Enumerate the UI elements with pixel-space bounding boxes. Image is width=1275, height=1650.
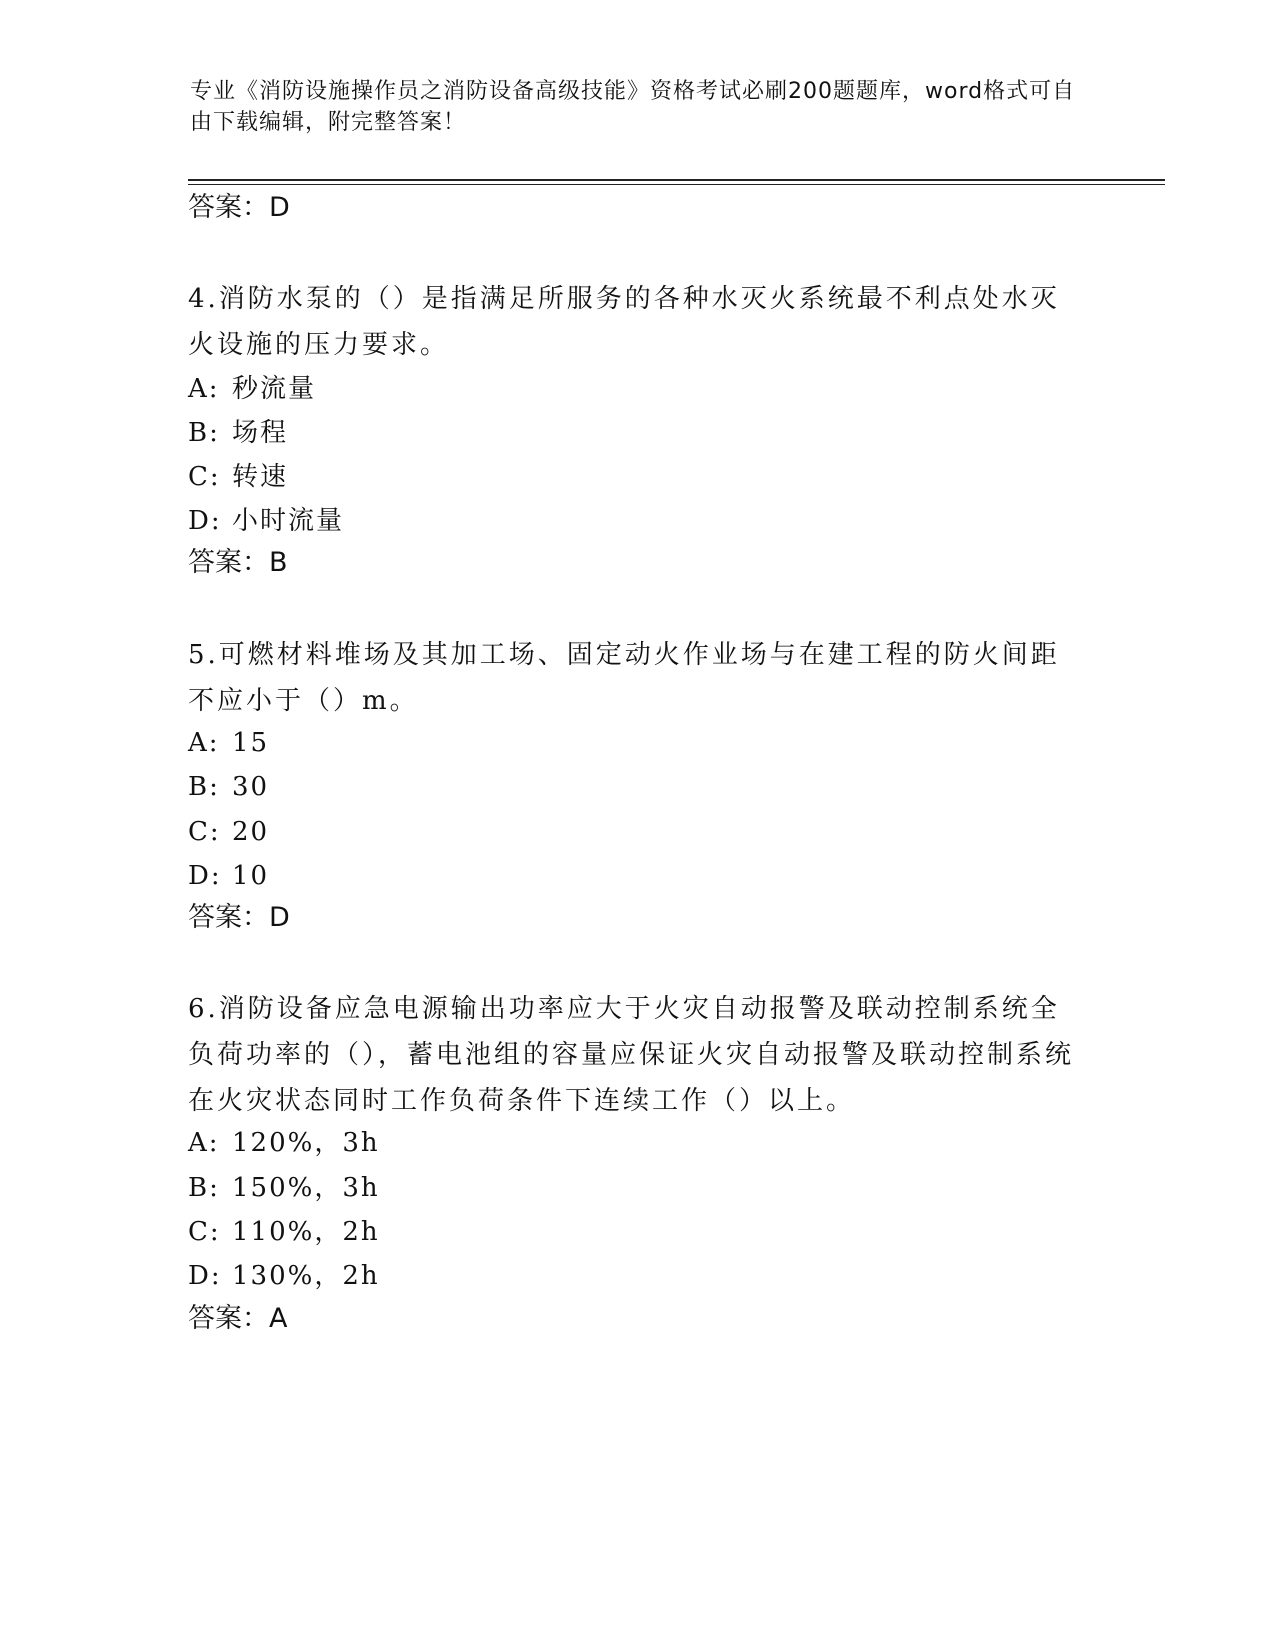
option-key: A: — [188, 1128, 220, 1158]
option-d — [188, 859, 269, 893]
option-c — [188, 460, 288, 494]
answer-label: 答案： — [188, 902, 269, 933]
option-text: 20 — [232, 817, 270, 847]
option-key: C: — [188, 817, 221, 847]
option-b — [188, 770, 269, 804]
answer-value: A — [269, 1303, 288, 1334]
option-c — [188, 1215, 380, 1249]
option-c — [188, 815, 269, 849]
option-key: D: — [188, 506, 222, 536]
option-key: D: — [188, 1261, 222, 1291]
question-stem: 4.消防水泵的（）是指满足所服务的各种水灭火系统最不利点处水灭火设施的压力要求。 — [188, 284, 1060, 360]
answer-value: D — [269, 902, 290, 933]
answer-label: 答案： — [188, 192, 269, 223]
option-text: 30 — [232, 772, 270, 802]
header-divider — [188, 179, 1165, 181]
option-text: 120%，3h — [232, 1128, 380, 1158]
option-a — [188, 372, 316, 406]
option-text: 15 — [232, 728, 270, 758]
option-key: B: — [188, 772, 220, 802]
answer-value: B — [269, 547, 288, 578]
option-text: 转速 — [232, 462, 289, 492]
option-a — [188, 1126, 380, 1160]
answer-line — [188, 901, 290, 935]
option-key: D: — [188, 861, 222, 891]
option-key: A: — [188, 374, 220, 404]
document-header: 专业《消防设施操作员之消防设备高级技能》资格考试必刷200题题库，word格式可自由下载编辑，附完整答案！ — [190, 79, 1076, 135]
option-text: 110%，2h — [232, 1217, 380, 1247]
answer-label: 答案： — [188, 1303, 269, 1334]
option-text: 150%，3h — [232, 1173, 380, 1203]
option-text: 场程 — [232, 418, 289, 448]
option-d — [188, 1259, 380, 1293]
option-text: 秒流量 — [232, 374, 317, 404]
option-key: B: — [188, 418, 220, 448]
answer-line — [188, 546, 288, 580]
option-d — [188, 504, 344, 538]
answer-value: D — [269, 192, 290, 223]
option-text: 130%，2h — [232, 1261, 380, 1291]
question-stem: 6.消防设备应急电源输出功率应大于火灾自动报警及联动控制系统全负荷功率的（），蓄电池组的容量应保证火灾自动报警及联动控制系统在火灾状态同时工作负荷条件下连续工作（）以上。 — [188, 994, 1075, 1116]
option-text: 小时流量 — [232, 506, 345, 536]
answer-line — [188, 1302, 287, 1336]
option-key: A: — [188, 728, 220, 758]
option-key: B: — [188, 1173, 220, 1203]
option-b — [188, 1171, 380, 1205]
option-key: C: — [188, 1217, 221, 1247]
answer-label: 答案： — [188, 547, 269, 578]
option-key: C: — [188, 462, 221, 492]
question-stem: 5.可燃材料堆场及其加工场、固定动火作业场与在建工程的防火间距不应小于（）m。 — [188, 640, 1060, 716]
option-text: 10 — [232, 861, 270, 891]
option-a — [188, 726, 269, 760]
option-b — [188, 416, 288, 450]
header-divider-secondary — [188, 184, 1165, 185]
answer-line — [188, 191, 290, 225]
